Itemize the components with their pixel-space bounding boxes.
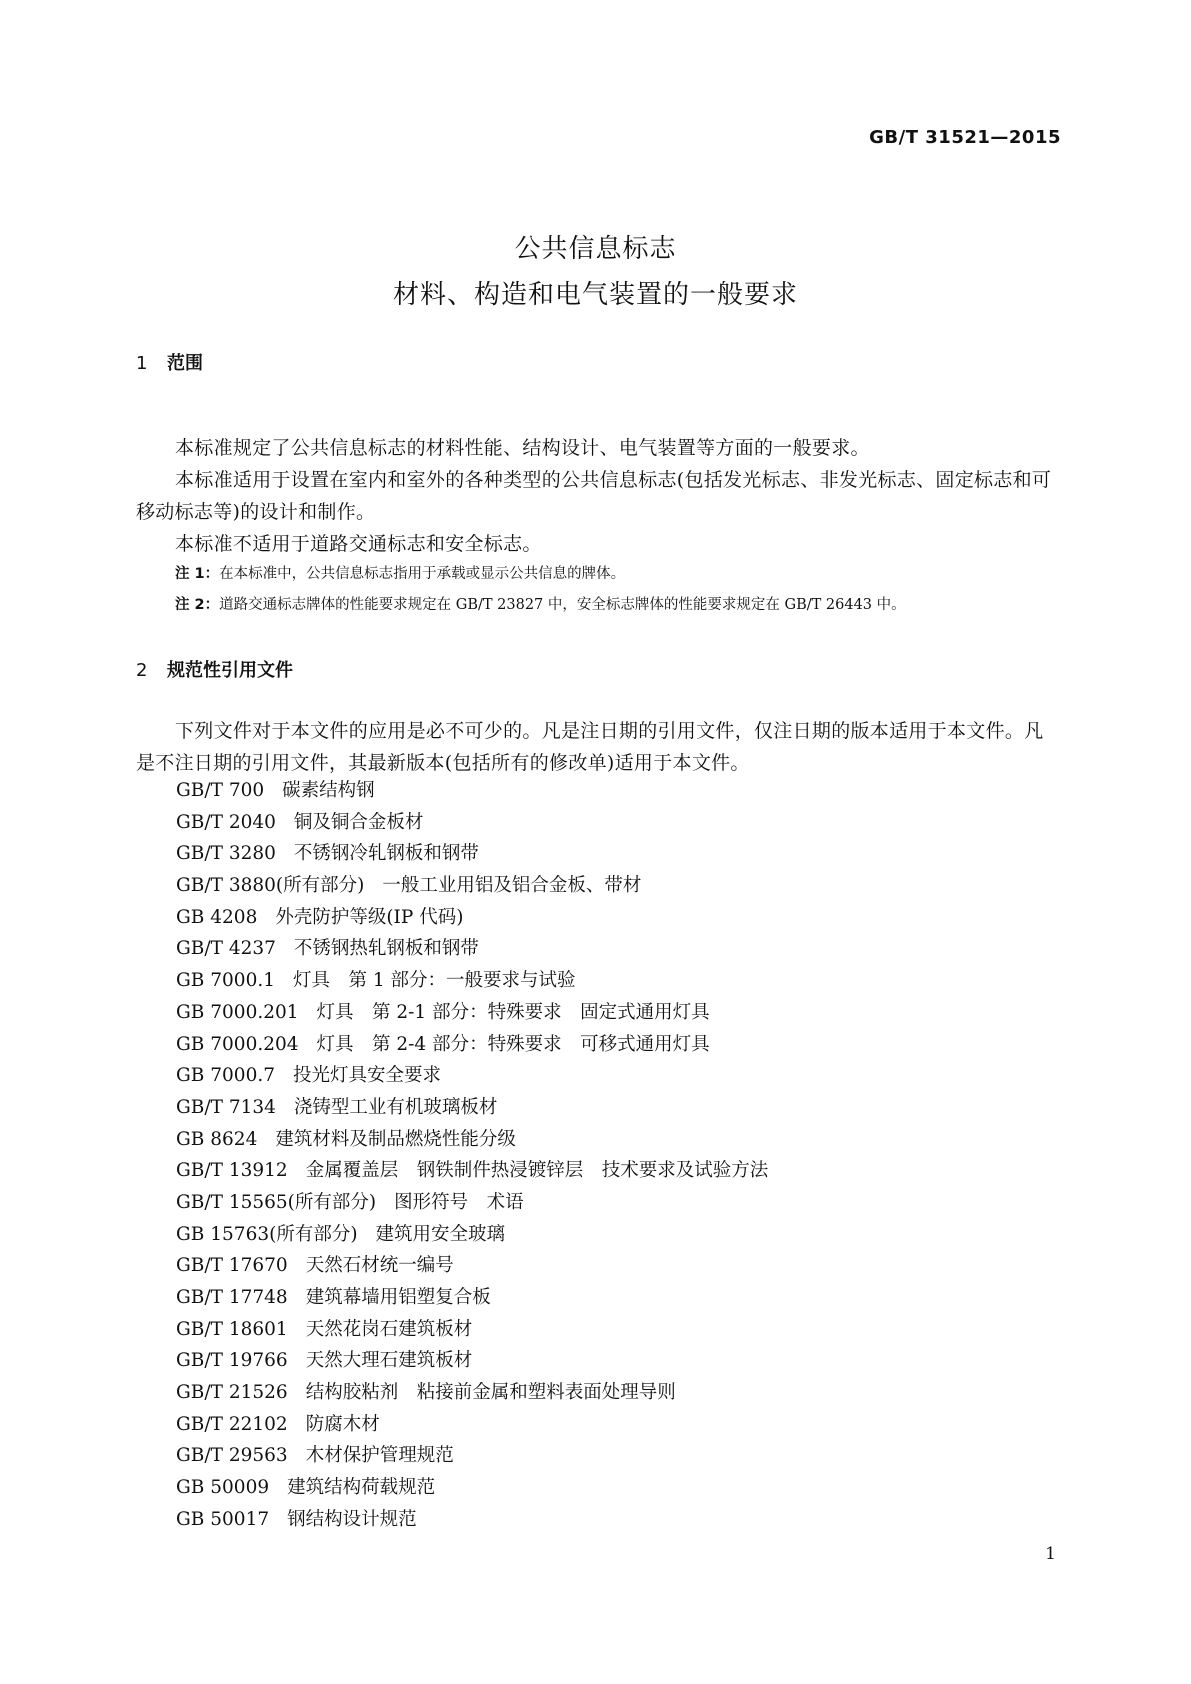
reference-title: 结构胶粘剂 粘接前金属和塑料表面处理导则 — [305, 1382, 676, 1404]
title-line-2: 材料、构造和电气装置的一般要求 — [392, 280, 798, 310]
reference-title: 浇铸型工业有机玻璃板材 — [293, 1096, 498, 1118]
reference-title: 铜及铜合金板材 — [293, 811, 424, 833]
reference-item — [176, 1345, 768, 1377]
section-1-paragraph: 本标准适用于设置在室内和室外的各种类型的公共信息标志(包括发光标志、非发光标志、固定标志和可移动标志等)的设计和制作。 — [136, 469, 1052, 523]
section-1-paragraph: 本标准规定了公共信息标志的材料性能、结构设计、电气装置等方面的一般要求。 — [175, 437, 870, 459]
reference-item — [176, 1472, 768, 1504]
reference-code: GB 15763(所有部分) — [176, 1223, 358, 1245]
reference-item — [176, 1504, 768, 1536]
reference-item — [176, 1250, 768, 1282]
reference-title: 建筑用安全玻璃 — [375, 1223, 506, 1245]
reference-code: GB/T 7134 — [176, 1096, 276, 1118]
reference-item — [176, 1314, 768, 1346]
reference-code: GB/T 15565(所有部分) — [176, 1191, 377, 1213]
reference-item — [176, 1124, 768, 1156]
reference-code: GB 4208 — [176, 906, 258, 928]
reference-item — [176, 1219, 768, 1251]
reference-title: 钢结构设计规范 — [287, 1508, 417, 1530]
reference-code: GB/T 21526 — [176, 1382, 288, 1404]
reference-title: 一般工业用铝及铝合金板、带材 — [382, 875, 642, 897]
section-2-intro: 下列文件对于本文件的应用是必不可少的。凡是注日期的引用文件，仅注日期的版本适用于本文件。凡是不注日期的引用文件，其最新版本(包括所有的修改单)适用于本文件。 — [136, 720, 1044, 774]
reference-item — [176, 775, 768, 807]
reference-title: 建筑幕墙用铝塑复合板 — [305, 1287, 491, 1308]
note-1-text: 在本标准中，公共信息标志指用于承载或显示公共信息的牌体。 — [219, 566, 626, 582]
reference-item — [176, 1155, 768, 1187]
reference-item — [176, 997, 768, 1029]
title-line-1: 公共信息标志 — [514, 234, 677, 264]
reference-code: GB 7000.201 — [176, 1001, 299, 1023]
section-1-number: 1 — [136, 353, 148, 374]
standard-code: GB/T 31521—2015 — [869, 127, 1061, 148]
reference-item — [176, 1282, 768, 1314]
reference-item — [176, 1060, 768, 1092]
note-1 — [175, 563, 1055, 585]
reference-code: GB/T 4237 — [176, 938, 276, 960]
reference-item — [176, 807, 768, 839]
reference-item — [176, 1377, 768, 1409]
reference-title: 不锈钢冷轧钢板和钢带 — [293, 843, 479, 865]
reference-title: 天然大理石建筑板材 — [305, 1350, 473, 1372]
reference-item — [176, 1409, 768, 1441]
reference-code: GB 7000.1 — [176, 970, 275, 992]
reference-title: 不锈钢热轧钢板和钢带 — [293, 938, 479, 960]
note-2 — [175, 594, 1055, 616]
reference-item — [176, 965, 768, 997]
section-2-number: 2 — [136, 660, 148, 681]
reference-item — [176, 1092, 768, 1124]
reference-title: 金属覆盖层 钢铁制件热浸镀锌层 技术要求及试验方法 — [305, 1160, 769, 1182]
reference-item — [176, 838, 768, 870]
reference-title: 图形符号 术语 — [394, 1191, 524, 1213]
reference-title: 建筑材料及制品燃烧性能分级 — [275, 1128, 516, 1150]
section-2-title: 规范性引用文件 — [167, 660, 293, 681]
reference-code: GB/T 700 — [176, 780, 265, 801]
section-2-heading — [136, 656, 293, 682]
reference-list — [176, 775, 768, 1536]
reference-title: 灯具 第 2-1 部分：特殊要求 固定式通用灯具 — [316, 1001, 710, 1023]
note-2-label: 注 2： — [175, 597, 220, 613]
reference-title: 建筑结构荷载规范 — [287, 1477, 436, 1499]
reference-code: GB/T 3880(所有部分) — [176, 875, 365, 897]
reference-code: GB/T 17670 — [176, 1255, 288, 1277]
reference-code: GB/T 2040 — [176, 811, 276, 833]
reference-title: 碳素结构钢 — [282, 780, 375, 801]
section-1-heading — [136, 349, 203, 375]
reference-title: 防腐木材 — [305, 1413, 380, 1435]
reference-item — [176, 1029, 768, 1061]
reference-code: GB 7000.204 — [176, 1033, 299, 1055]
section-1-title: 范围 — [167, 353, 203, 374]
reference-item — [176, 1440, 768, 1472]
reference-code: GB 50009 — [176, 1477, 270, 1499]
reference-code: GB/T 13912 — [176, 1160, 288, 1182]
reference-title: 天然花岗石建筑板材 — [305, 1318, 473, 1340]
page-number: 1 — [1045, 1544, 1056, 1564]
reference-title: 天然石材统一编号 — [305, 1255, 454, 1277]
reference-item — [176, 902, 768, 934]
reference-title: 外壳防护等级(IP 代码) — [275, 906, 464, 928]
reference-code: GB/T 22102 — [176, 1413, 288, 1435]
reference-title: 木材保护管理规范 — [305, 1445, 454, 1467]
note-1-label: 注 1： — [175, 566, 220, 582]
reference-title: 投光灯具安全要求 — [293, 1065, 442, 1087]
reference-item — [176, 870, 768, 902]
reference-item — [176, 1187, 768, 1219]
reference-code: GB/T 29563 — [176, 1445, 288, 1467]
reference-item — [176, 933, 768, 965]
reference-code: GB/T 19766 — [176, 1350, 288, 1372]
reference-title: 灯具 第 1 部分：一般要求与试验 — [293, 970, 576, 992]
reference-code: GB/T 18601 — [176, 1318, 288, 1340]
reference-title: 灯具 第 2-4 部分：特殊要求 可移式通用灯具 — [316, 1033, 710, 1055]
reference-code: GB 8624 — [176, 1128, 258, 1150]
section-1-paragraph: 本标准不适用于道路交通标志和安全标志。 — [175, 533, 542, 555]
reference-code: GB 50017 — [176, 1508, 270, 1530]
reference-code: GB 7000.7 — [176, 1065, 275, 1087]
reference-code: GB/T 3280 — [176, 843, 276, 865]
note-2-text: 道路交通标志牌体的性能要求规定在 GB/T 23827 中，安全标志牌体的性能要求规定在 GB/T 26443 中。 — [219, 597, 906, 613]
reference-code: GB/T 17748 — [176, 1287, 288, 1308]
